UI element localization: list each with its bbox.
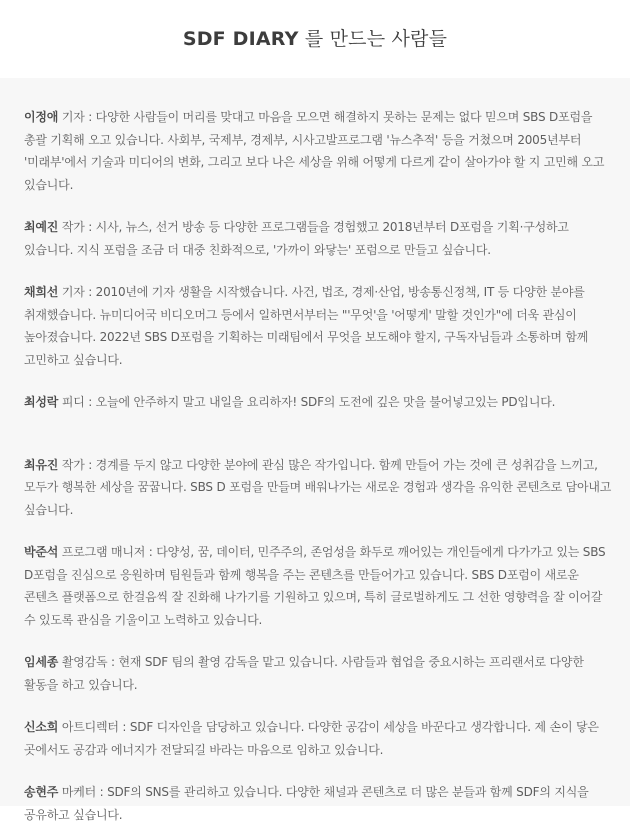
member-name: 송현주 [24, 785, 59, 799]
page-title [0, 24, 630, 51]
page-title-brand: SDF DIARY [182, 28, 299, 50]
member-description: 다양한 사람들이 머리를 맞대고 마음을 모으면 해결하지 못하는 문제는 없다 믿으며 SBS D포럼을 총괄 기획해 오고 있습니다. 사회부, 국제부, 경제부, 시사고발프로그램 '뉴스추적' 등을 거쳤으며 2005년부터 '미래부'에서 기술과 미디어의 변화, 그리고 보다 나은 세상을 위해 어떻게 다르게 같이 살아가야 할 지 고민해 오고 있습니다. [24, 110, 605, 192]
member-bio-song-hyeonju [24, 781, 616, 826]
member-role: 프로그램 매니저 : [61, 545, 157, 559]
member-role: 피디 : [61, 395, 96, 409]
page-title-rest: 를 만드는 사람들 [304, 28, 448, 50]
member-description: 현재 SDF 팀의 촬영 감독을 맡고 있습니다. 사람들과 협업을 중요시하는 프리랜서로 다양한 활동을 하고 있습니다. [24, 655, 584, 692]
member-description: 시사, 뉴스, 선거 방송 등 다양한 프로그램들을 경험했고 2018년부터 D포럼을 기획·구성하고 있습니다. 지식 포럼을 조금 더 대중 친화적으로, '가까이 와닿는' 포럼으로 만들고 싶습니다. [24, 220, 569, 257]
member-name: 최예진 [24, 220, 59, 234]
member-name: 채희선 [24, 285, 59, 299]
member-bio-chae-heeseon [24, 281, 616, 371]
member-bio-park-junseok [24, 541, 616, 631]
team-bio-panel [0, 78, 630, 822]
member-name: 최유진 [24, 457, 59, 472]
member-role: 기자 : [61, 110, 96, 124]
member-role: 아트디렉터 : [61, 720, 130, 734]
member-description: SDF 디자인을 담당하고 있습니다. 다양한 공감이 세상을 바꾼다고 생각합니다. 제 손이 닿은 곳에서도 공감과 에너지가 전달되길 바라는 마음으로 임하고 있습니다. [24, 720, 599, 757]
member-description: 오늘에 안주하지 말고 내일을 요리하자! SDF의 도전에 깊은 맛을 불어넣고있는 PD입니다. [95, 395, 556, 409]
member-description: 다양성, 꿈, 데이터, 민주주의, 존엄성을 화두로 깨어있는 개인들에게 다가가고 있는 SBS D포럼을 진심으로 응원하며 팀원들과 함께 행복을 주는 콘텐츠를 만들어가고 있습니다. SBS D포럼이 새로운 콘텐츠 플랫폼으로 한걸음씩 잘 진화해 나가기를 기원하고 있으며, 특히 글로벌하게도 그 선한 영향력을 잘 이어갈 수 있도록 관심을 기울이고 노력하고 있습니다. [24, 545, 606, 627]
member-name: 이정애 [24, 110, 59, 124]
member-role: 촬영감독 : [61, 655, 119, 669]
member-description: 경계를 두지 않고 다양한 분야에 관심 많은 작가입니다. 함께 만들어 가는 것에 큰 성취감을 느끼고, 모두가 행복한 세상을 꿈꿉니다. SBS D 포럼을 만들며 배워나가는 새로운 경험과 생각을 유익한 콘텐츠로 담아내고 싶습니다. [24, 457, 612, 517]
member-role: 마케터 : [61, 785, 108, 799]
member-bio-choi-yujin [24, 454, 616, 522]
member-description: SDF의 SNS를 관리하고 있습니다. 다양한 채널과 콘텐츠로 더 많은 분들과 함께 SDF의 지식을 공유하고 싶습니다. [24, 785, 589, 822]
member-role: 기자 : [61, 285, 96, 299]
member-name: 신소희 [24, 720, 59, 734]
page-header [0, 0, 630, 78]
member-bio-shin-sohee [24, 716, 616, 761]
member-bio-lim-sejong [24, 651, 616, 696]
member-name: 박준석 [24, 545, 59, 559]
member-bio-choi-seongrak [24, 391, 616, 414]
member-bio-choi-yejin [24, 216, 616, 261]
member-name: 임세종 [24, 655, 59, 669]
member-role: 작가 : [61, 457, 96, 472]
member-description: 2010년에 기자 생활을 시작했습니다. 사건, 법조, 경제·산업, 방송통신정책, IT 등 다양한 분야를 취재했습니다. 뉴미디어국 비디오머그 등에서 일하면서부터는 "'무엇'을 '어떻게' 말할 것인가"에 더욱 관심이 높아졌습니다. 2022년 SBS D포럼을 기획하는 미래팀에서 무엇을 보도해야 할지, 구독자님들과 소통하며 함께 고민하고 싶습니다. [24, 285, 589, 367]
member-bio-lee-jeongae [24, 106, 616, 196]
member-role: 작가 : [61, 220, 96, 234]
member-name: 최성락 [24, 395, 59, 409]
